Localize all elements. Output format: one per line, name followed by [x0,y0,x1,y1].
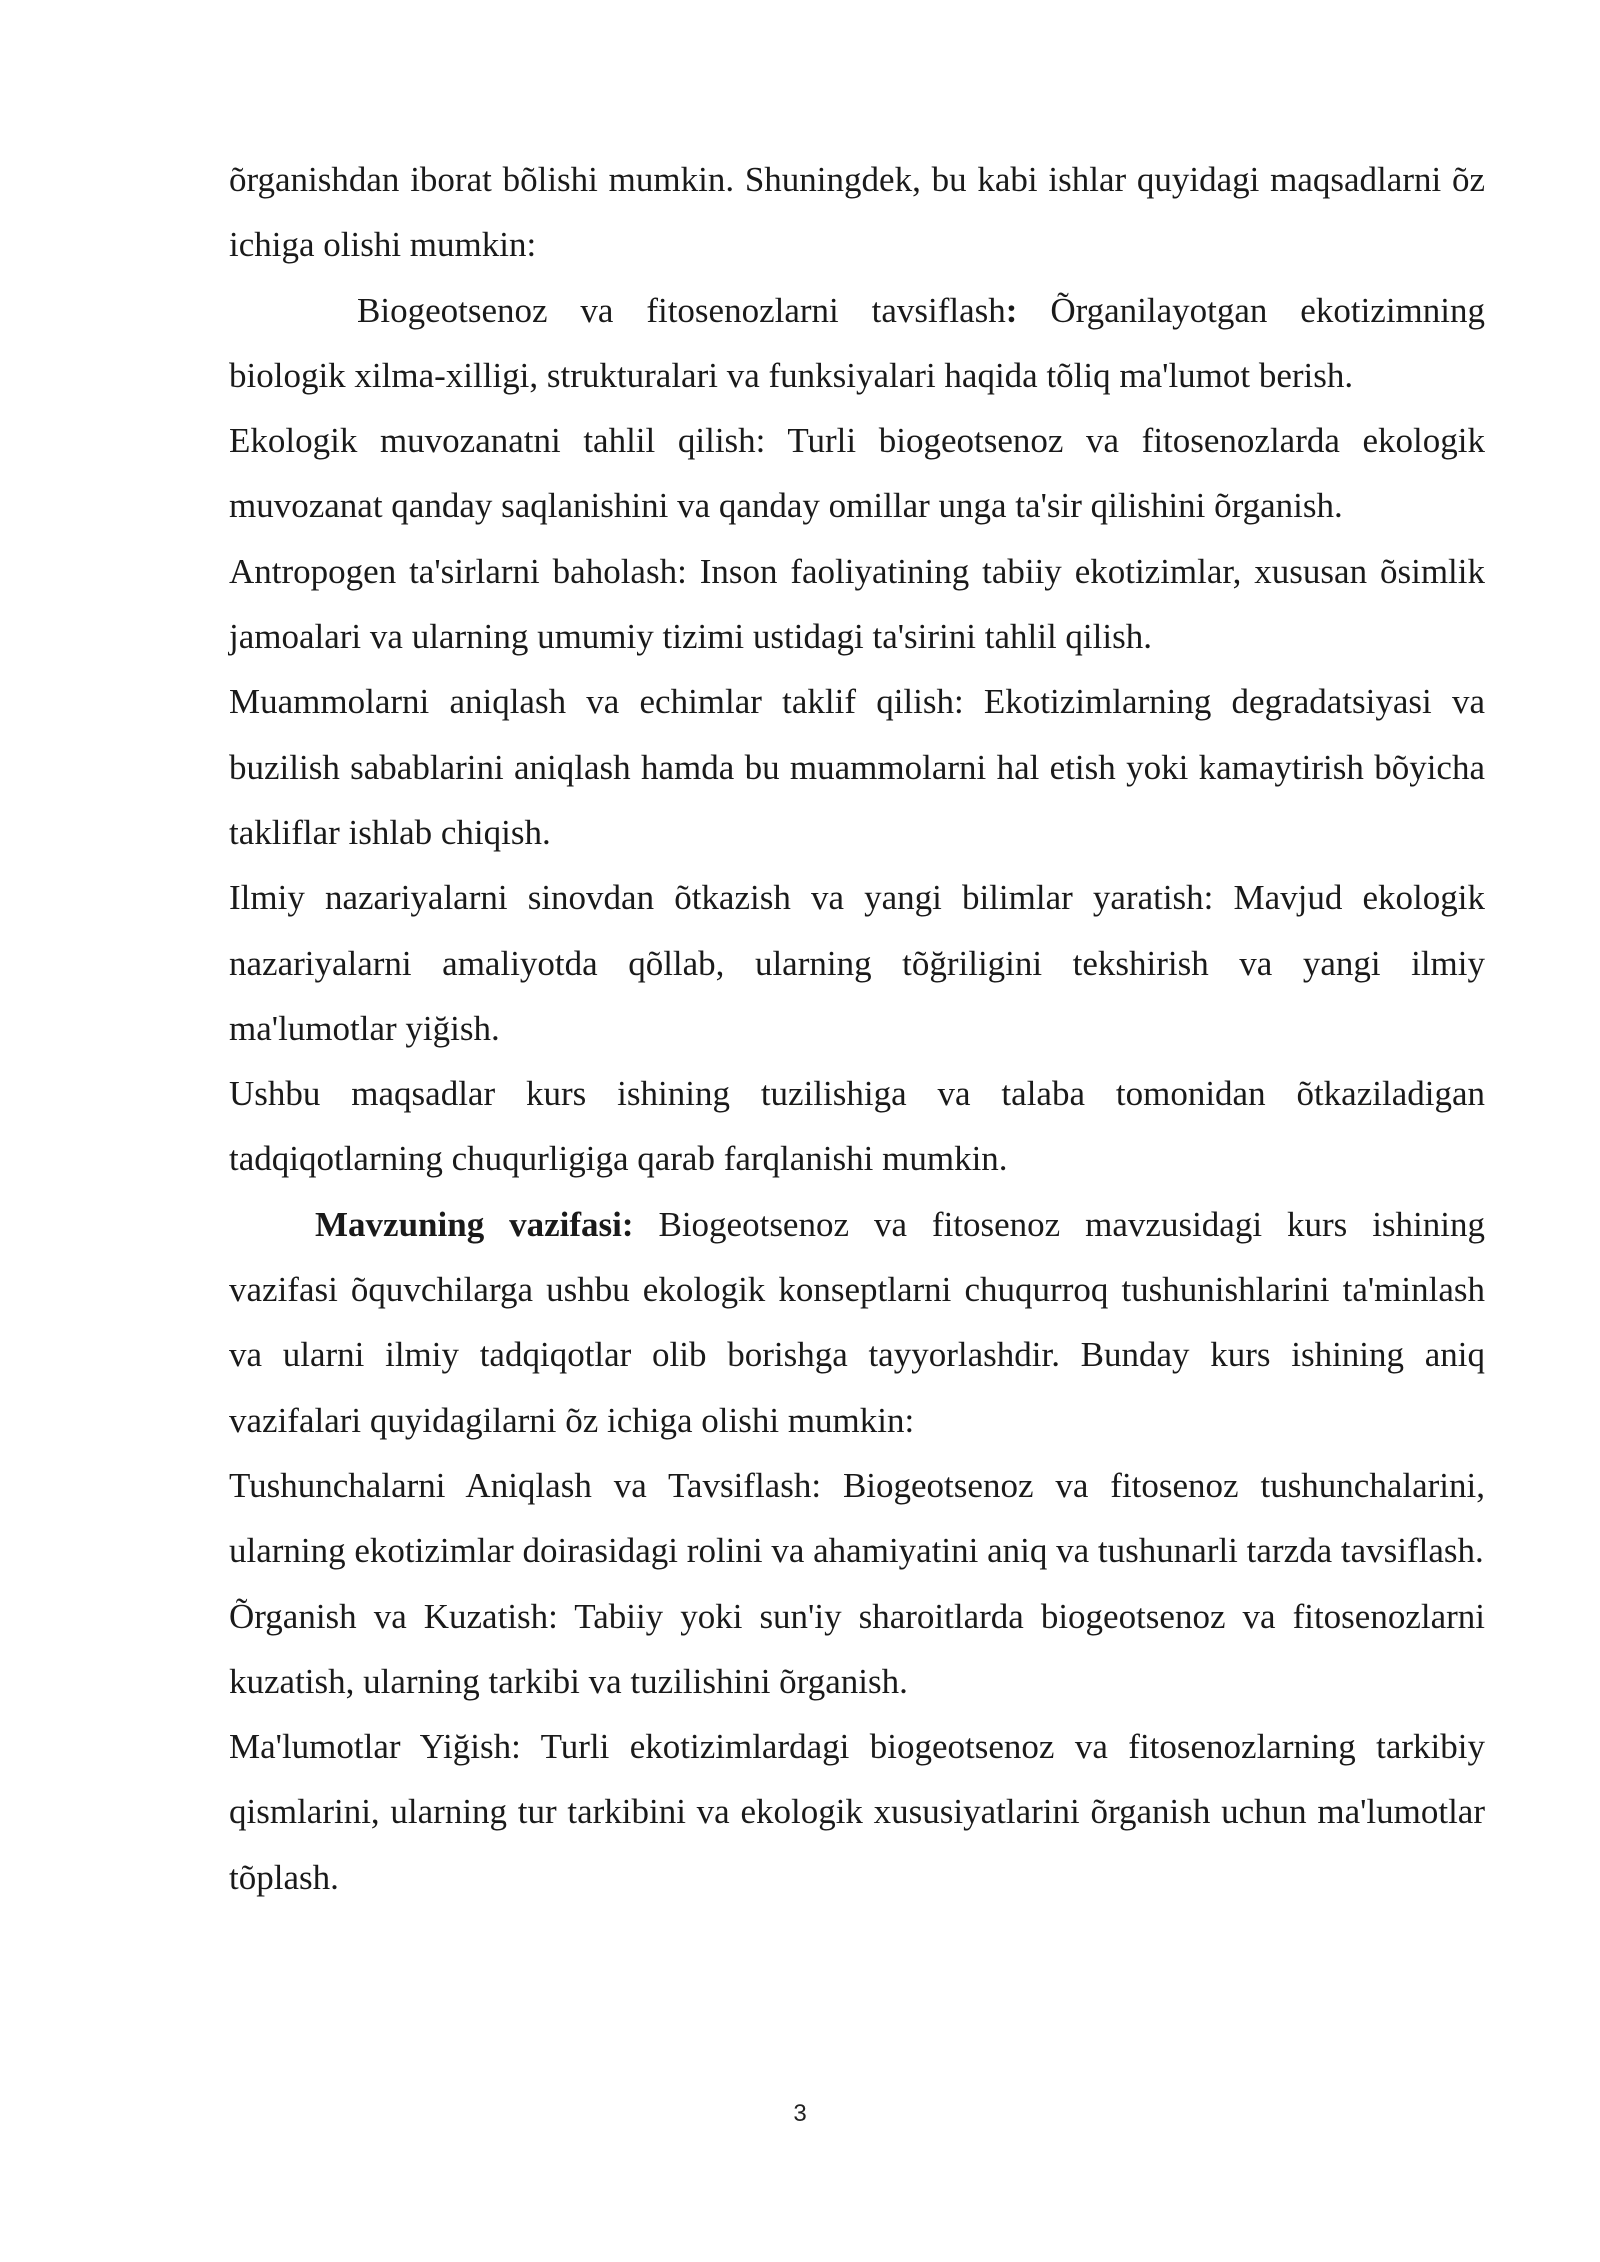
goal-lead-text: Biogeotsenoz va fitosenozlarni tavsiflash [357,290,1006,330]
paragraph-goal-anthropogenic: Antropogen ta'sirlarni baholash: Inson faoliyatining tabiiy ekotizimlar, xususan õsimlik jamoalari va ularning umumiy tizimi ustidagi ta'sirini tahlil qilish. [229,551,1485,657]
paragraph-goal-ecological-balance: Ekologik muvozanatni tahlil qilish: Turli biogeotsenoz va fitosenozlarda ekologik muvozanat qanday saqlanishini va qanday omillar unga ta'sir qilishini õrganish. [229,421,1485,526]
task-heading: Mavzuning vazifasi: [315,1204,634,1244]
paragraph-goals-summary: Ushbu maqsadlar kurs ishining tuzilishiga va talaba tomonidan õtkaziladigan tadqiqotlarning chuqurligiga qarab farqlanishi mumkin. [229,1074,1485,1179]
paragraph-goal-description [229,278,1485,409]
paragraph-task-data-collection: Ma'lumotlar Yiğish: Turli ekotizimlardagi biogeotsenoz va fitosenozlarning tarkibiy qismlarini, ularning tur tarkibini va ekologik xususiyatlarini õrganish uchun ma'lumotlar tõplash. [229,1727,1485,1897]
paragraph-task-concepts: Tushunchalarni Aniqlash va Tavsiflash: Biogeotsenoz va fitosenoz tushunchalarini, ularning ekotizimlar doirasidagi rolini va ahamiyatini aniq va tushunarli tarzda tavsiflash. [229,1465,1485,1571]
paragraph-goal-problems: Muammolarni aniqlash va echimlar taklif qilish: Ekotizimlarning degradatsiyasi va buzilish sabablarini aniqlash hamda bu muammolarni hal etish yoki kamaytirish bõyicha takliflar ishlab chiqish. [229,682,1485,852]
paragraph-intro-continuation: õrganishdan iborat bõlishi mumkin. Shuningdek, bu kabi ishlar quyidagi maqsadlarni õz ichiga olishi mumkin: [229,160,1485,265]
paragraph-task-intro [229,1192,1485,1453]
document-body [229,147,1485,1910]
paragraph-task-observation: Õrganish va Kuzatish: Tabiiy yoki sun'iy sharoitlarda biogeotsenoz va fitosenozlarni kuzatish, ularning tarkibi va tuzilishini õrganish. [229,1596,1485,1701]
task-intro-text: Biogeotsenoz va fitosenoz mavzusidagi kurs ishining vazifasi õquvchilarga ushbu ekologik konseptlarni chuqurroq tushunishlarini ta'minlash va ularni ilmiy tadqiqotlar olib borishga tayyorlashdir. Bunday kurs ishining aniq vazifalari quyidagilarni õz ichiga olishi mumkin: [229,1204,1485,1440]
page-number: 3 [793,2100,807,2127]
paragraph-goal-theories: Ilmiy nazariyalarni sinovdan õtkazish va yangi bilimlar yaratish: Mavjud ekologik nazariyalarni amaliyotda qõllab, ularning tõğriligini tekshirish va yangi ilmiy ma'lumotlar yiğish. [229,878,1485,1048]
goal-description-text: Õrganilayotgan ekotizimning biologik xilma-xilligi, strukturalari va funksiyalari haqida tõliq ma'lumot berish. [229,290,1485,395]
goal-lead-colon: : [1005,290,1018,330]
